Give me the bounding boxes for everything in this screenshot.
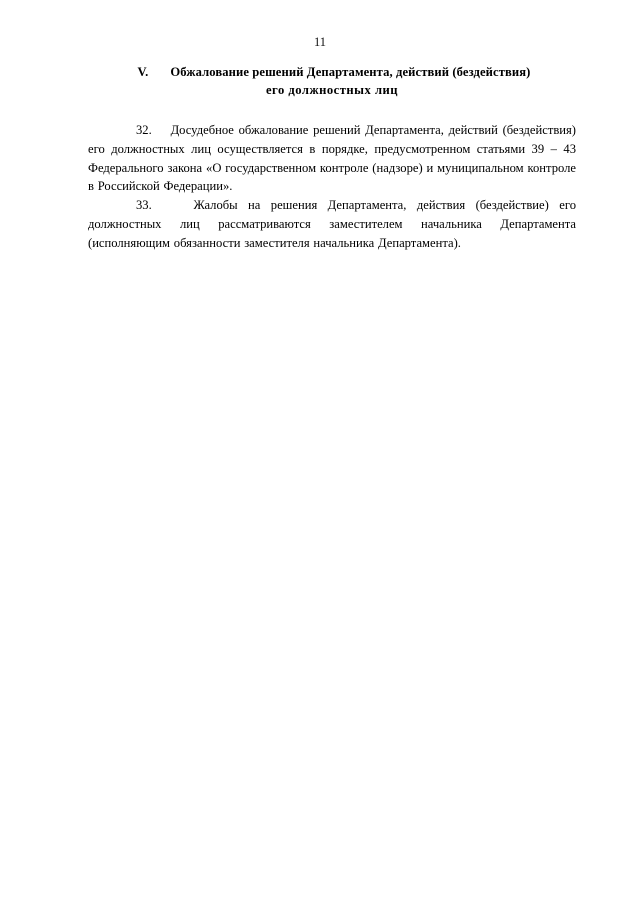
paragraph-33-text: Жалобы на решения Департамента, действия (бездействие) его должностных лиц рассматриваются заместителем начальника Департамента (исполняющим обязанности заместителя начальника Департамента).	[88, 198, 576, 251]
paragraph-33-number: 33.	[136, 198, 152, 213]
paragraph-32-number: 32.	[136, 122, 152, 137]
paragraph-33	[88, 196, 576, 253]
paragraph-32	[88, 121, 576, 197]
page-content	[88, 64, 576, 253]
paragraph-32-text: Досудебное обжалование решений Департамента, действий (бездействия) его должностных лиц осуществляется в порядке, предусмотренном статьями 39 – 43 Федерального закона «О государственном контроле (надзоре) и муниципальном контроле в Российской Федерации».	[88, 122, 576, 194]
section-heading-line-2: его должностных лиц	[265, 82, 399, 97]
section-heading-text-1: Обжалование решений Департамента, действий (бездействия)	[170, 65, 531, 79]
section-heading-line-1	[88, 64, 576, 82]
section-numeral: V.	[137, 65, 149, 79]
page-number: 11	[313, 35, 327, 49]
section-heading	[88, 64, 576, 100]
